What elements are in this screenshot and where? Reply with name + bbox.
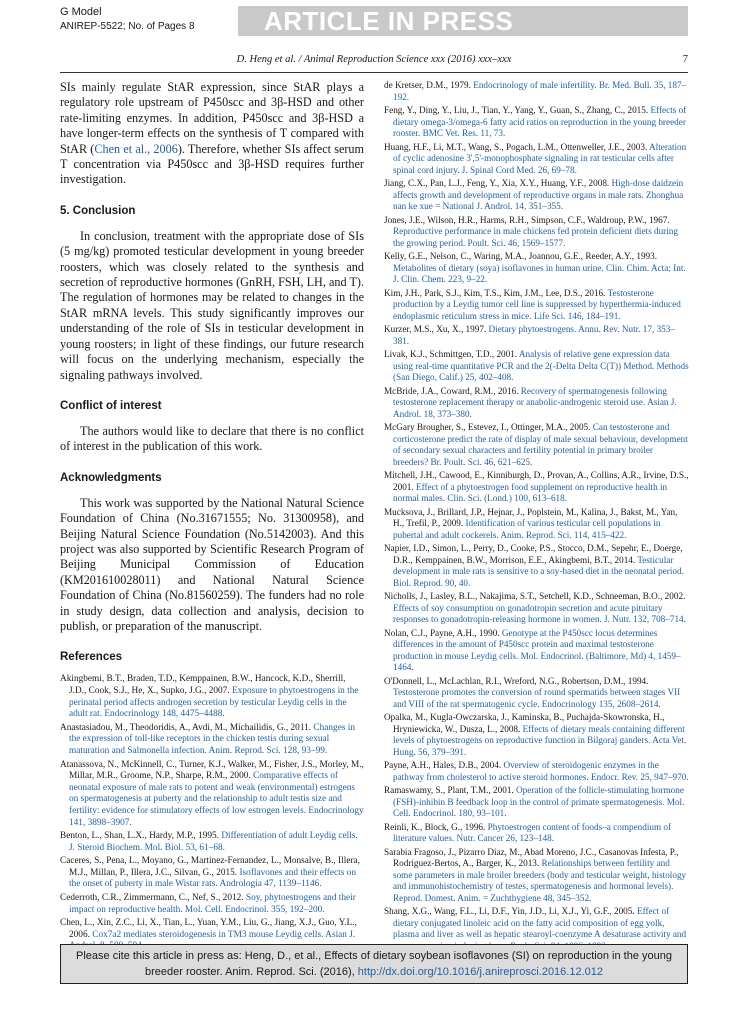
reference-item [60,856,364,891]
reference-authors: Reinli, K., Block, G., 1996. [384,821,488,832]
reference-item [60,893,364,916]
reference-link[interactable]: Changes in the expression of toll-like receptors in the chicken testis during sexual maturation and Salmonella infection. Anim. Reprod. Sci. 128, 93–99. [69,722,355,756]
conflict-paragraph: The authors would like to declare that there is no conflict of interest in the publication of this work. [60,423,364,454]
reference-item [384,591,690,626]
reference-item [384,105,690,140]
citation-box [60,944,688,984]
conclusion-paragraph: In conclusion, treatment with the appropriate dose of SIs (5 mg/kg) promoted testicular development in young breeder roosters, which was closely related to the synthesis and secretion of reproductive hormones (GnRH, FSH, LH, and T). The regulation of hormones may be related to changes in the StAR mRNA levels. This study significantly improves our understanding of the role of SIs in testicular development in young roosters; in light of these findings, our future research will focus on the underlying mechanism, especially the signaling pathways involved. [60,228,364,382]
manuscript-id: ANIREP-5522; No. of Pages 8 [60,21,195,32]
reference-link[interactable]: Operation of the follicle-stimulating hormone (FSH)-inhibin B feedback loop in the control of primate spermatogenesis. Mol. Cell. Endocrinol. 180, 93–101. [393,785,685,818]
reference-authors: Feng, Y., Ding, Y., Liu, J., Tian, Y., Yang, Y., Guan, S., Zhang, C., 2015. [384,105,651,115]
doi-link[interactable]: http://dx.doi.org/10.1016/j.anireprosci.2016.12.012 [357,966,603,978]
citation-text: Please cite this article in press as: Heng, D., et al., Effects of dietary soybean isoflavones (SI) on reproduction in the young breeder rooster. Anim. Reprod. Sci. (2016), [76,950,672,978]
reference-item [384,822,690,845]
reference-link[interactable]: Differentiation of adult Leydig cells. J. Steroid Biochem. Mol. Biol. 53, 61–68. [69,831,358,853]
running-head [60,54,688,68]
model-label: G Model [60,6,102,18]
reference-item [384,142,690,177]
reference-item [384,422,690,468]
reference-link[interactable]: Recovery of spermatogenesis following testosterone replacement therapy or anabolic-androgenic steroid use. Asian J. Androl. 18, 373–380. [393,385,677,419]
reference-authors: Shang, X.G., Wang, F.L., Li, D.F., Yin, J.D., Li, X.J., Yi, G.F., 2005. [384,906,637,916]
reference-link[interactable]: Endocrinology of male infertility. Br. Med. Bull. 35, 187–192. [393,80,687,102]
reference-item [60,674,364,720]
reference-item [384,676,690,711]
reference-authors: Mitchell, J.H., Cawood, E., Kinniburgh, D., Provan, A., Collins, A.R., Irvine, D.S., 2001. [384,470,689,492]
reference-authors: Napier, I.D., Simon, L., Perry, D., Cooke, P.S., Stocco, D.M., Sepehr, E., Doerge, D.R., Kemppainen, B.W., Morrison, E.E., Akingbemi, B.T., 2014. [384,543,683,565]
reference-item [384,324,690,347]
citation-link[interactable]: Chen et al., 2006 [94,141,178,156]
reference-authors: de Kretser, D.M., 1979. [384,80,474,90]
reference-authors: O'Donnell, L., McLachlan, R.I., Wreford, N.G., Robertson, D.M., 1994. [384,675,649,686]
reference-authors: Caceres, S., Pena, L., Moyano, G., Martinez-Fernandez, L., Monsalve, B., Illera, M.J., Millan, P., Illera, J.C., Silvan, G., 2015. [60,856,360,878]
conclusion-heading: 5. Conclusion [60,204,136,217]
reference-item [384,80,690,103]
reference-link[interactable]: Effects of dietary meals containing different levels of phytoestrogens on reproductive function in Bilgoraj ganders. Acta Vet. Hung. 56, 379–391. [393,723,687,757]
reference-authors: Chen, L., Xin, Z.C., Li, X., Tian, L., Yuan, Y.M., Liu, G., Jiang, X.J., Guo, Y.L., 2006. [60,918,357,940]
reference-item [384,288,690,323]
reference-item [384,470,690,505]
left-column [60,80,364,955]
intro-text: SIs mainly regulate StAR expression, since StAR plays a regulatory role upstream of P450scc and 3β-HSD and other rate-limiting enzymes. In addition, P450scc and 3β-HSD a have longer-term effects on the synthesis of T compared with StAR ( [60,80,364,156]
reference-link[interactable]: Reproductive performance in male chickens fed protein deficient diets during the growing period. Poult. Sci. 46, 1569–1577. [393,226,678,248]
reference-link[interactable]: Testosterone production by a Leydig tumor cell line is suppressed by hyperthermia-induced endoplasmic reticulum stress in mice. Life Sci. 146, 184–191. [393,287,681,321]
acknowledgments-paragraph: This work was supported by the National Natural Science Foundation of China (No.31671555; No. 31300958), and Beijing Natural Science Foundation (No.5142003). And this project was also supported by Scientific Research Program of Beijing Municipal Commission of Education (KM201610028011) and National Natural Science Foundation of China (No.81560259). The funders had no role in study design, data collection and analysis, decision to publish, or preparation of the manuscript. [60,495,364,633]
reference-link[interactable]: Comparative effects of neonatal exposure of male rats to potent and weak (environmental) estrogens on spermatogenesis at puberty and the relationship to adult testis size and fertility: evidence for stimulatory effects of low estrogen levels. Endocrinology 141, 3898–3907. [69,771,364,828]
reference-item [60,831,364,854]
reference-authors: Jiang, C.X., Pan, L.J., Feng, Y., Xia, X.Y., Huang, Y.F., 2008. [384,178,612,188]
reference-link[interactable]: Cox7a2 mediates steroidogenesis in TM3 mouse Leydig cells. Asian J. [92,929,356,940]
running-head-text: D. Heng et al. / Animal Reproduction Science xxx (2016) xxx–xxx [236,54,512,65]
reference-authors: Cederroth, C.R., Zimmermann, C., Nef, S., 2012. [60,893,246,904]
reference-authors: Huang, H.F., Li, M.T., Wang, S., Pogach, L.M., Ottenweller, J.E., 2003. [384,141,649,152]
reference-item [384,251,690,286]
reference-item [384,507,690,542]
reference-item [384,628,690,674]
reference-authors: Kurzer, M.S., Xu, X., 1997. [384,324,489,334]
reference-authors: Jones, J.E., Wilson, H.R., Harms, R.H., Simpson, C.F., Waldroup, P.W., 1967. [384,214,670,225]
reference-item [384,785,690,820]
header-rule [60,72,688,73]
reference-link[interactable]: Isoflavones and their effects on the onset of puberty in male Wistar rats. Andrologia 47, 1139–1146. [69,867,356,890]
reference-item [384,349,690,384]
reference-link[interactable]: Phytoestrogen content of foods–a compendium of literature values. Nutr. Cancer 26, 123–148. [393,821,672,843]
reference-authors: Ramaswamy, S., Plant, T.M., 2001. [384,785,517,795]
reference-authors: Sarabia Fragoso, J., Pizarro Diaz, M., Abad Moreno, J.C., Casanovas Infesta, P., Rodriguez-Bertos, A., Barger, K., 2013. [384,846,679,868]
reference-item [384,386,690,421]
reference-item [60,760,364,830]
top-header [60,6,688,38]
reference-item [384,543,690,589]
reference-link[interactable]: High-dose daidzein affects growth and development of reproductive organs in male rats. Zhonghua nan ke xue = National J. Androl. 14, 351–355. [393,178,684,211]
reference-link[interactable]: Analysis of relative gene expression data using real-time quantitative PCR and the 2(-Delta Delta C(T)) Method. Methods (San Diego, Calif.) 25, 402–408. [393,349,689,382]
references-heading: References [60,651,123,664]
conflict-heading: Conflict of interest [60,399,162,412]
reference-authors: Benton, L., Shan, L.X., Hardy, M.P., 1995. [60,831,222,842]
intro-paragraph [60,80,364,188]
reference-link[interactable]: Dietary phytoestrogens. Annu. Rev. Nutr. 17, 353–381. [393,324,675,346]
reference-list-left [60,674,364,953]
reference-link[interactable]: Alteration of cyclic adenosine 3',5'-monophosphate signaling in rat testicular cells after spinal cord injury. J. Spinal Cord Med. 26, 69–78. [393,141,687,175]
reference-authors: Kim, J.H., Park, S.J., Kim, T.S., Kim, J.M., Lee, D.S., 2016. [384,287,608,298]
reference-link[interactable]: Can testosterone and corticosterone predict the rate of display of male sexual behaviour, development of secondary sexual characters and fertility potential in primary broiler breeders? Br. Poult. Sci. 46, 621–625. [393,422,688,467]
reference-item [384,760,690,783]
reference-authors: Payne, A.H., Hales, D.B., 2004. [384,760,504,770]
page-number: 7 [682,54,688,65]
reference-item [384,215,690,250]
reference-authors: Kelly, G.E., Nelson, C., Waring, M.A., Joannou, G.E., Reeder, A.Y., 1993. [384,251,658,261]
acknowledgments-heading: Acknowledgments [60,471,162,484]
reference-link[interactable]: Testicular development in male rats is sensitive to a soy-based diet in the neonatal period. Biol. Reprod. 90, 40. [393,554,684,588]
intro-tail: ). Therefore, whether SIs affect serum T concentration via P450scc and 3β-HSD requires further investigation. [60,141,364,187]
reference-authors: Livak, K.J., Schmittgen, T.D., 2001. [384,349,519,359]
reference-item [60,723,364,758]
reference-authors: Anastasiadou, M., Theodoridis, A., Avdi, M., Michailidis, G., 2011. [60,722,314,733]
reference-item [384,847,690,905]
reference-list-right [384,80,690,952]
reference-link[interactable]: Overview of steroidogenic enzymes in the pathway from cholesterol to active steroid hormones. Endocr. Rev. 25, 947–970. [393,760,689,782]
reference-link[interactable]: Identification of various testicular cell populations in pubertal and adult cockerels. Anim. Reprod. Sci. 114, 415–422. [393,518,661,540]
reference-authors: Opalka, M., Kugla-Owczarska, J., Kaminska, B., Puchajda-Skowronska, H., Hryniewicka, W., Dusza, L., 2008. [384,712,665,734]
right-column [384,80,690,954]
reference-link[interactable]: Effect of dietary conjugated linoleic acid on the fatty acid composition of egg yolk, plasma and liver as well as hepatic stearoyl-coenzyme A desaturase activity and [393,906,687,939]
reference-link[interactable]: Effects of dietary omega-3/omega-6 fatty acid ratios on reproduction in the young breeder rooster. BMC Vet. Res. 11, 73. [393,105,687,138]
reference-authors: Atanassova, N., McKinnell, C., Turner, K.J., Walker, M., Fisher, J.S., Morley, M., Millar, M.R., Groome, N.P., Sharpe, R.M., 2000. [60,759,364,782]
reference-link[interactable]: Metabolites of dietary (soya) isoflavones in human urine. Clin. Chim. Acta; Int. J. Clin. Chem. 223, 9–22. [393,262,686,284]
reference-authors: Nolan, C.J., Payne, A.H., 1990. [384,627,502,638]
reference-authors: Nicholls, J., Lasley, B.L., Nakajima, S.T., Setchell, K.D., Schneeman, B.O., 2002. [384,591,686,601]
reference-link[interactable]: Testosterone promotes the conversion of round spermatids between stages VII and VIII of the rat spermatogenic cycle. Endocrinology 135, 2608–2614. [393,687,681,709]
reference-authors: McGary Brougher, S., Estevez, I., Ottinger, M.A., 2005. [384,422,593,432]
reference-authors: McBride, J.A., Coward, R.M., 2016. [384,385,521,396]
reference-link[interactable]: Effect of a phytoestrogen food supplement on reproductive health in normal males. Clin. Sci. (Lond.) 100, 613–618. [393,481,668,503]
reference-link[interactable]: Genotype at the P450scc locus determines differences in the amount of P450scc protein and maximal testosterone production in mouse Leydig cells. Mol. Endocrinol. (Baltimore, Md) 4, 1459–1464. [393,627,681,672]
reference-item [384,178,690,213]
reference-link[interactable]: Exposure to phytoestrogens in the perinatal period affects androgen secretion by testicular Leydig cells in the adult rat. Endocrinology 148, 4475–4488. [69,685,359,720]
reference-authors: Mucksova, J., Brillard, J.P., Hejnar, J., Poplstein, M., Kalina, J., Bakst, M., Yan, H., Trefil, P., 2009. [384,506,678,528]
reference-link[interactable]: Soy, phytoestrogens and their impact on reproductive health. Mol. Cell. Endocrinol. 355, 192–200. [69,893,356,915]
reference-authors: Akingbemi, B.T., Braden, T.D., Kemppainen, B.W., Hancock, K.D., Sherrill, J.D., Cook, S.J., He, X., Supko, J.G., 2007. [60,674,346,696]
reference-item [384,712,690,758]
article-in-press-banner: ARTICLE IN PRESS [238,6,688,36]
reference-link[interactable]: Relationships between fertility and some parameters in male broiler breeders (body and testicular weight, histology and immunohistochemistry of testes, spermatogenesis and hormonal levels). Reprod. Domest. Anim. = Zuchthygiene 48, 345–352. [393,858,687,903]
reference-link[interactable]: Effects of soy consumption on gonadotropin secretion and acute pituitary responses to gonadotropin-releasing hormone in women. J. Nutr. 132, 708–714. [393,602,686,624]
